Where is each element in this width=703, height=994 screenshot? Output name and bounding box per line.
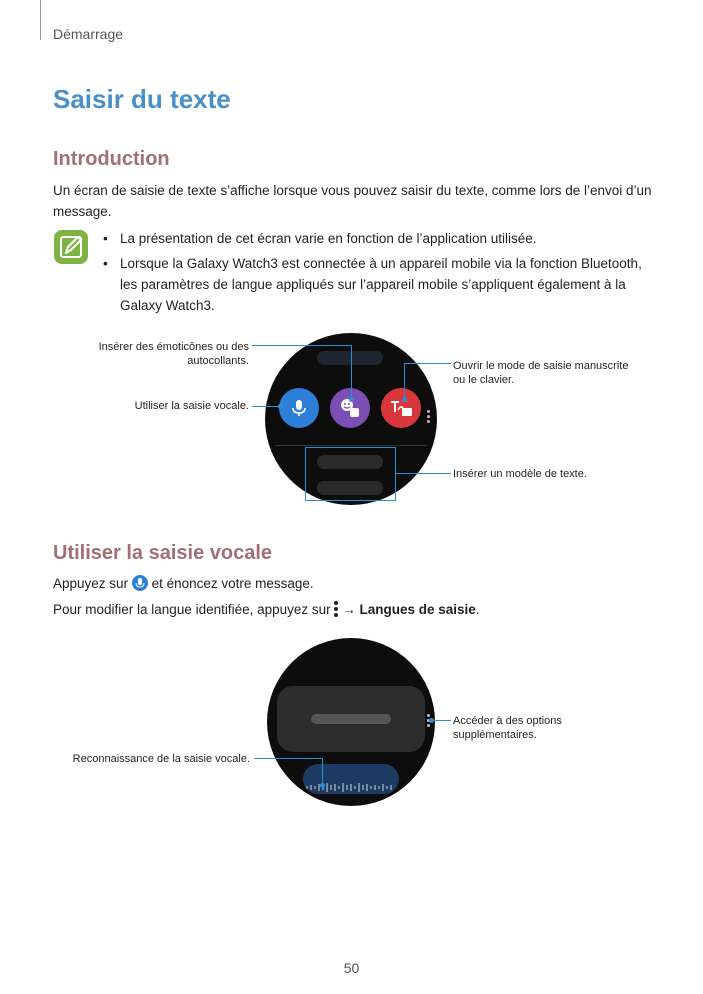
waveform-icon <box>303 764 399 794</box>
voice-instruction-1 <box>53 573 673 594</box>
handwriting-keyboard-icon <box>388 397 414 419</box>
template-bracket <box>305 447 396 448</box>
leader-line <box>322 758 323 785</box>
leader-line <box>254 758 323 759</box>
leader-line <box>396 473 451 474</box>
header-section: Démarrage <box>53 26 124 42</box>
section-title-voice: Utiliser la saisie vocale <box>53 542 273 564</box>
leader-line <box>252 345 352 346</box>
leader-line <box>351 345 352 400</box>
blurred-text-top <box>317 351 383 365</box>
divider <box>275 445 427 446</box>
leader-dot <box>402 397 407 402</box>
list-item <box>103 228 643 249</box>
voice-input-button[interactable] <box>279 388 319 428</box>
bullet-dot: • <box>103 231 108 246</box>
bullet-dot: • <box>103 256 108 271</box>
template-bracket <box>305 500 396 501</box>
label-recognition: Reconnaissance de la saisie vocale. <box>72 753 250 765</box>
blurred-template-1 <box>317 455 383 469</box>
instruction-text: et énoncez votre message. <box>151 576 314 591</box>
blurred-recognized-text <box>277 686 425 752</box>
page-number: 50 <box>343 960 360 976</box>
leader-line <box>432 720 451 721</box>
template-bracket <box>305 447 306 501</box>
watch-screen-voice <box>267 638 435 806</box>
note-bullet-list <box>103 228 643 316</box>
punctuation: . <box>475 602 480 617</box>
bullet-text: Lorsque la Galaxy Watch3 est connectée à un appareil mobile via la fonction Bluetooth, les paramètres de langue appliqués sur l’appareil mobile s’appliquent également à la Galaxy Watch3. <box>120 256 642 313</box>
blurred-template-2 <box>317 481 383 495</box>
bullet-text: La présentation de cet écran varie en fonction de l’application utilisée. <box>120 231 537 246</box>
emoji-sticker-button[interactable] <box>330 388 370 428</box>
menu-path-bold: Langues de saisie <box>359 602 476 617</box>
instruction-text: Appuyez sur <box>53 576 129 591</box>
note-pencil-icon <box>54 230 88 264</box>
label-options: Accéder à des options supplémentaires. <box>453 715 562 741</box>
more-options-icon <box>334 601 338 617</box>
arrow-icon: → <box>342 602 356 617</box>
leader-dot <box>320 783 325 788</box>
leader-dot <box>429 718 434 723</box>
label-handwriting: Ouvrir le mode de saisie manuscrite ou le clavier. <box>453 360 629 386</box>
label-voice: Utiliser la saisie vocale. <box>134 400 249 412</box>
leader-dot <box>278 404 283 409</box>
leader-line <box>404 363 451 364</box>
list-item <box>103 253 643 316</box>
mic-icon <box>288 397 310 419</box>
leader-line <box>404 363 405 399</box>
mic-icon <box>132 575 148 591</box>
introduction-body: Un écran de saisie de texte s’affiche lorsque vous pouvez saisir du texte, comme lors de l’envoi d’un message. <box>53 183 652 219</box>
leader-dot <box>349 397 354 402</box>
label-templates: Insérer un modèle de texte. <box>453 468 587 480</box>
header-rule <box>40 0 41 40</box>
instruction-text: Pour modifier la langue identifiée, appuyez sur <box>53 602 331 617</box>
voice-waveform-button[interactable] <box>303 764 399 794</box>
voice-instruction-2 <box>53 599 673 620</box>
label-emoticons: Insérer des émoticônes ou des autocollants. <box>98 341 249 367</box>
page-title: Saisir du texte <box>53 84 231 114</box>
handwriting-keyboard-button[interactable] <box>381 388 421 428</box>
section-title-introduction: Introduction <box>53 148 170 170</box>
more-options-icon[interactable] <box>427 410 430 425</box>
leader-line <box>252 406 280 407</box>
